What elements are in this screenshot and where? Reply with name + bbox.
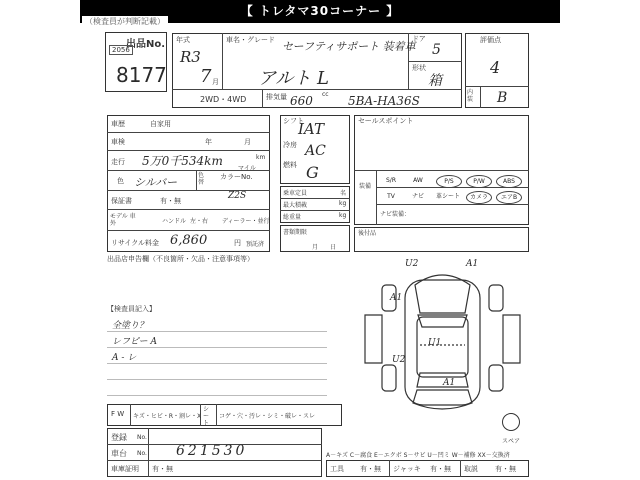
equipment-row2-4: エアB: [496, 191, 522, 204]
inspector-note-1: レフピー A: [112, 337, 158, 347]
displacement-value: 660: [290, 94, 313, 108]
car-damage-diagram: [360, 255, 525, 430]
seat-label: シート: [203, 406, 210, 427]
rear-left-tire: [382, 365, 396, 391]
aircon-value: AC: [305, 143, 326, 159]
fuel-label: 燃料: [283, 161, 297, 169]
year-month: 7: [200, 66, 212, 87]
mileage-value: 5万0千534km: [142, 154, 223, 168]
damage-legend: A－キズ C－腐食 E－エクボ S－サビ U－凹ミ W－補修 XX－交換済: [326, 452, 510, 459]
corner-banner: 【 トレタマ30コーナー 】: [80, 0, 560, 23]
occupants-unit: 名: [340, 190, 347, 197]
registration-deadline-unit: 月日: [312, 244, 349, 251]
recycle-value: 6,860: [170, 233, 208, 248]
lot-box: [105, 32, 167, 92]
rear-right-tire: [489, 365, 503, 391]
handle-value: 左・右: [190, 218, 209, 225]
manual-label: 取説: [464, 465, 478, 473]
shift-label: シフト: [283, 117, 304, 125]
inspection-month: 月: [244, 138, 251, 146]
shift-value: IAT: [298, 120, 324, 138]
chassis-value: 621530: [176, 443, 248, 459]
warranty-label: 保証書: [111, 197, 132, 205]
displacement-label: 排気量: [266, 93, 287, 101]
fw-label: F W: [111, 410, 125, 418]
chassis-label: 車台: [111, 449, 127, 458]
score-value: 4: [490, 58, 501, 77]
equipment-row1-2: P/S: [436, 175, 462, 188]
garage-value: 有・無: [152, 465, 173, 473]
registration-no-label: 登録: [111, 433, 127, 442]
inspector-note-0: 全塗り？: [112, 321, 149, 331]
recycle-unit: 円: [234, 239, 241, 247]
jack-label: ジャッキ: [393, 465, 421, 473]
occupants-label: 乗車定員: [283, 190, 308, 197]
spare-tire-icon: [502, 413, 520, 431]
jack-value: 有・無: [430, 465, 451, 473]
model-name: アルト L: [258, 68, 329, 89]
inspector-header: 【検査員記入】: [107, 305, 156, 313]
right-side-panel: [503, 315, 520, 363]
shape-value: 箱: [428, 73, 442, 89]
diagram-mark-0: U2: [405, 259, 419, 269]
inspection-label: 車検: [111, 138, 125, 146]
seat-types: コゲ・穴・汚レ・シミ・破レ・スレ: [219, 413, 316, 420]
model-label: 車名・グレード: [226, 36, 275, 44]
month-suffix: 月: [212, 78, 219, 86]
aircon-label: 冷房: [283, 141, 297, 149]
navi-label: ナビ装備：: [380, 211, 411, 218]
inspector-area: [107, 262, 327, 402]
load-label: 最大積載: [283, 202, 308, 209]
score-label: 評価点: [480, 36, 501, 44]
equipment-row1-4: ABS: [496, 175, 522, 188]
equipment-row2-0: TV: [387, 193, 395, 200]
load-unit: kg: [339, 200, 347, 207]
registration-deadline-label: 書類期限: [283, 229, 308, 236]
body-color-value: シルバー: [134, 176, 177, 189]
inspector-note-2: A - レ: [112, 353, 137, 363]
weight-label: 総重量: [283, 214, 302, 221]
spare-label: スペア: [502, 438, 521, 445]
history-label: 車歴: [111, 120, 125, 128]
dealer-label: ディーラー・並行: [222, 218, 270, 225]
interior-value: B: [497, 90, 508, 106]
mileage-label: 走行: [111, 158, 125, 166]
notes-header: 出品店申告欄（不良箇所・欠品・注意事項等）: [107, 255, 254, 263]
lot-small-no: 2056: [109, 45, 133, 55]
extra-block: [354, 227, 529, 252]
fw-types: キズ・ヒビ・R・割レ・X: [133, 413, 202, 420]
equipment-row1-1: AW: [413, 177, 423, 184]
diagram-mark-2: A1: [390, 293, 403, 303]
displacement-unit: cc: [322, 91, 329, 98]
mileage-unit-mile: マイル: [238, 165, 256, 172]
interior-label: 内装: [467, 89, 474, 103]
doors-label: ドア: [412, 35, 426, 43]
equipment-row1-0: S/R: [386, 177, 396, 184]
recycle-label: リサイクル料金: [111, 239, 160, 247]
body-color-label: 色: [117, 177, 124, 185]
doors-value: 5: [432, 42, 441, 58]
equipment-row2-1: ナビ: [411, 193, 424, 200]
extra-label: 後付品: [358, 230, 377, 237]
front-right-tire: [489, 285, 503, 311]
model-grade: セーフティサポート 装着車: [282, 40, 416, 53]
repaint-label: 色替: [198, 172, 205, 186]
equipment-label: 装備: [359, 183, 372, 190]
sales-point-label: セールスポイント: [358, 117, 414, 125]
mileage-unit-km: km: [256, 154, 266, 161]
lot-number: 8177: [116, 63, 167, 87]
equipment-row2-3: カメラ: [466, 191, 492, 204]
warranty-value: 有・無: [160, 197, 181, 205]
drive-label: 2WD・4WD: [200, 95, 247, 104]
car-hood: [415, 275, 470, 313]
inspection-year: 年: [205, 138, 212, 146]
weight-unit: kg: [339, 212, 347, 219]
tools-value: 有・無: [360, 465, 381, 473]
fuel-value: G: [306, 163, 319, 182]
handle-label: ハンドル: [162, 218, 187, 225]
diagram-mark-1: A1: [466, 259, 479, 269]
header-cut-text: （検査員が判断記載）: [82, 16, 168, 27]
history-value: 自家用: [150, 120, 171, 128]
diagram-mark-4: U2: [392, 355, 406, 365]
year-era: R3: [180, 48, 201, 66]
shape-label: 形状: [412, 64, 426, 72]
equipment-row2-2: 革シート: [435, 193, 460, 200]
recycle-status: 預託済: [246, 241, 265, 248]
year-label: 年式: [176, 36, 190, 44]
tools-label: 工具: [330, 465, 344, 473]
garage-label: 車庫証明: [111, 465, 139, 473]
model-code: 5BA-HA36S: [348, 94, 420, 108]
lot-label: 出品No.: [126, 39, 166, 50]
equipment-row1-3: P/W: [466, 175, 492, 188]
model-ex-label: モデル 車 外: [110, 213, 136, 227]
color-no-label: カラーNo.: [220, 173, 253, 181]
car-roof: [417, 317, 468, 377]
spec-block: [107, 115, 270, 252]
diagram-mark-3: U1: [428, 338, 442, 348]
chassis-unit: No.: [137, 450, 147, 457]
color-no-value: Z2S: [228, 191, 247, 201]
registration-no-unit: No.: [137, 434, 147, 441]
left-side-panel: [365, 315, 382, 363]
diagram-mark-5: A1: [443, 378, 456, 388]
manual-value: 有・無: [495, 465, 516, 473]
car-trunk: [413, 390, 472, 409]
